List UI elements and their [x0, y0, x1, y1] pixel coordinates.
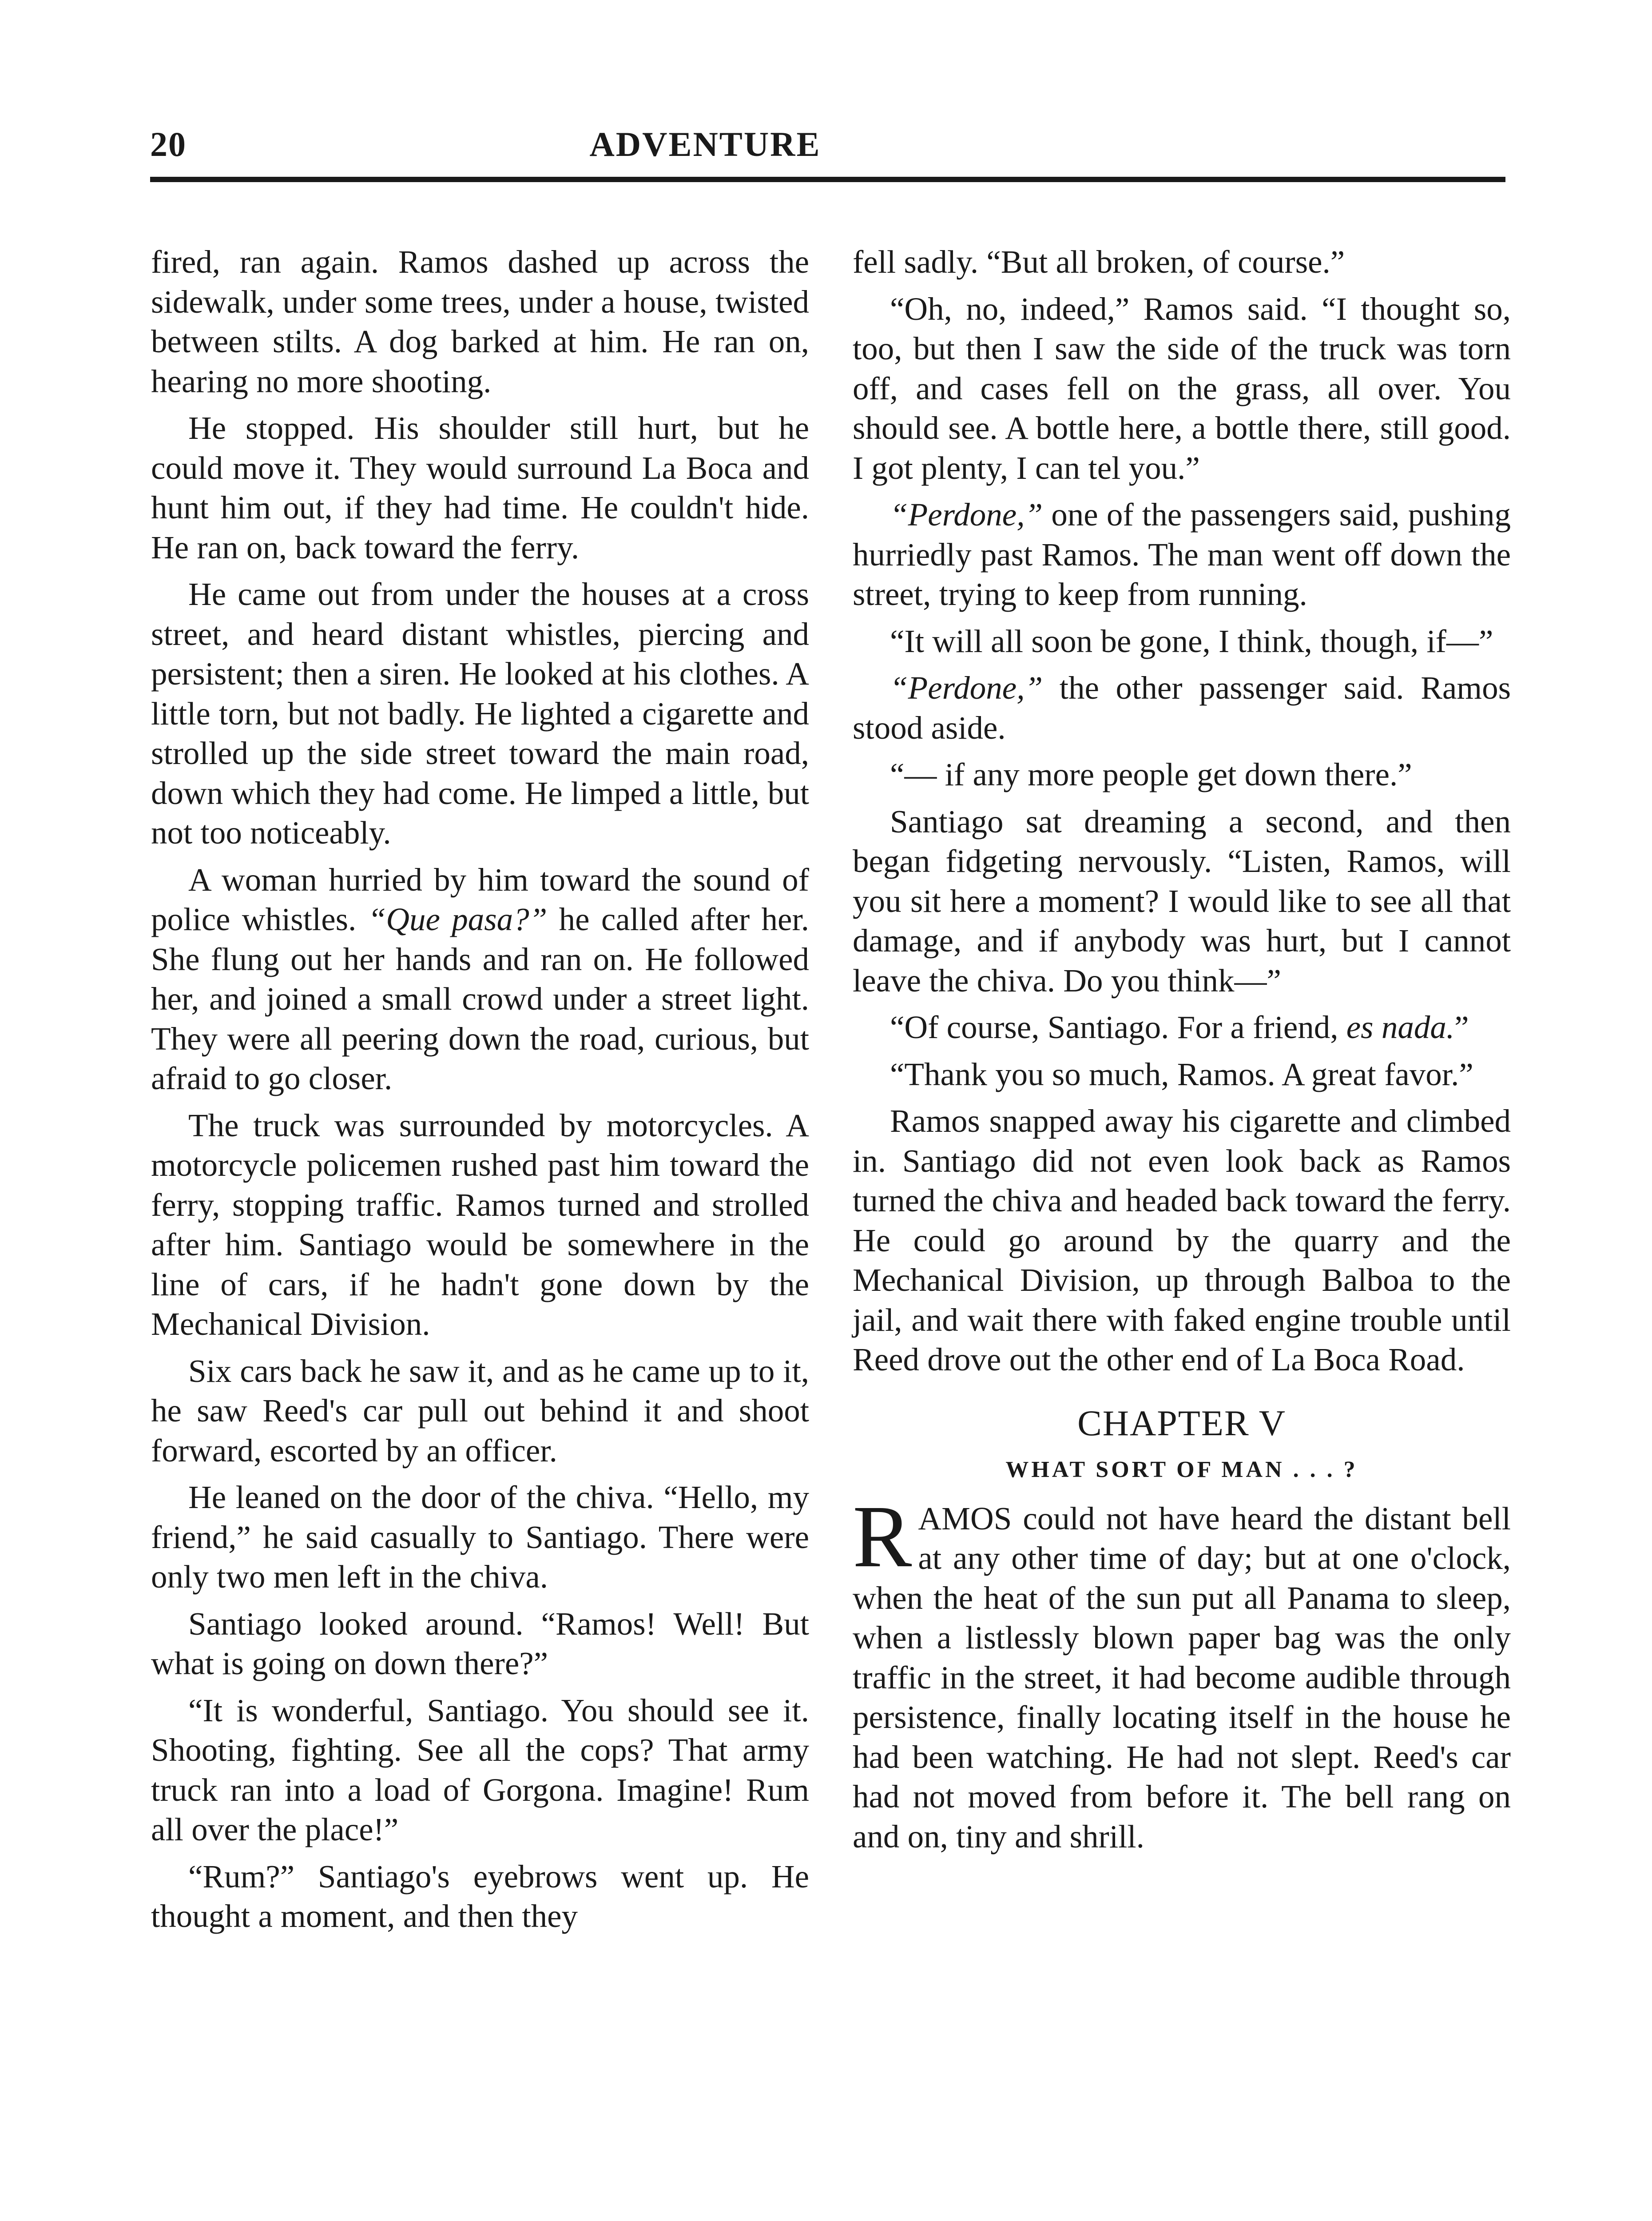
paragraph: fell sadly. “But all broken, of course.” — [853, 244, 1345, 280]
paragraph: Six cars back he saw it, and as he came up to it, he saw Reed's car pull out behind it and shoot forward, escorted by an officer. — [151, 1353, 809, 1469]
paragraph: “— if any more people get down there.” — [890, 756, 1412, 792]
paragraph-italic: es nada. — [1346, 1009, 1455, 1045]
right-column — [853, 242, 1511, 1863]
chapter-subtitle: WHAT SORT OF MAN . . . ? — [1005, 1457, 1358, 1482]
paragraph: “It is wonderful, Santiago. You should see it. Shooting, fighting. See all the cops? That army truck ran into a load of Gorgona. Imagine! Rum all over the place!” — [151, 1692, 809, 1847]
paragraph: “Rum?” Santiago's eyebrows went up. He thought a moment, and then they — [151, 1858, 809, 1934]
paragraph-text: ” — [1454, 1009, 1469, 1045]
chapter-heading: CHAPTER V — [1077, 1402, 1286, 1443]
page-header — [150, 119, 1505, 181]
paragraph — [853, 495, 1511, 614]
paragraph — [151, 860, 809, 1099]
paragraph: “It will all soon be gone, I think, though, if—” — [890, 623, 1493, 659]
paragraph: He leaned on the door of the chiva. “Hello, my friend,” he said casually to Santiago. There were only two men left in the chiva. — [151, 1479, 809, 1595]
magazine-title: ADVENTURE — [589, 125, 821, 163]
left-column — [151, 242, 809, 1943]
paragraph-text: A woman hurried by him toward the sound of police whistles. — [151, 861, 809, 937]
chapter-opening-paragraph — [853, 1487, 1511, 1857]
paragraph: “Thank you so much, Ramos. A great favor.” — [890, 1056, 1473, 1092]
page-number: 20 — [150, 125, 187, 163]
paragraph: He came out from under the houses at a cross street, and heard distant whistles, piercing and persistent; then a siren. He looked at his clothes. A little torn, but not badly. He lighted a cigarette and strolled up the side street toward the main road, down which they had come. He limped a little, but not too noticeably. — [151, 576, 809, 851]
paragraph: “Oh, no, indeed,” Ramos said. “I thought so, too, but then I saw the side of the truck was torn off, and cases fell on the grass, all over. You should see. A bottle here, a bottle there, still good. I got plenty, I can tel you.” — [853, 291, 1511, 486]
paragraph-text: “Of course, Santiago. For a friend, — [890, 1009, 1346, 1045]
paragraph: Ramos snapped away his cigarette and climbed in. Santiago did not even look back as Ramos turned the chiva and headed back toward the ferry. He could go around by the quarry and the Mechanical Division, up through Balboa to the jail, and wait there with faked engine trouble until Reed drove out the other end of La Boca Road. — [853, 1103, 1511, 1377]
paragraph-text: he called after her. She flung out her hands and ran on. He followed her, and joined a small crowd under a street light. They were all peering down the road, curious, but afraid to go closer. — [151, 901, 809, 1096]
paragraph-italic: “Perdone,” — [890, 670, 1043, 706]
paragraph-text: one of the passengers said, pushing hurriedly past Ramos. The man went off down the street, trying to keep from running. — [853, 497, 1511, 612]
paragraph — [853, 1007, 1511, 1047]
paragraph-text: AMOS could not have heard the distant bell at any other time of day; but at one o'clock, when the heat of the sun put all Panama to sleep, when a listlessly blown paper bag was the only traffic in the street, it had become audible through persistence, finally locating itself in the house he had been watching. He had not slept. Reed's car had not moved from before it. The bell rang on and on, tiny and shrill. — [853, 1500, 1511, 1855]
drop-cap: R — [853, 1487, 912, 1586]
paragraph — [853, 668, 1511, 748]
header-rule — [150, 177, 1505, 182]
paragraph: fired, ran again. Ramos dashed up across the sidewalk, under some trees, under a house, twisted between stilts. A dog barked at him. He ran on, hearing no more shooting. — [151, 244, 809, 399]
paragraph-text: the other passenger said. Ramos stood aside. — [853, 670, 1511, 746]
paragraph-italic: “Que pasa?” — [368, 901, 548, 937]
paragraph: Santiago looked around. “Ramos! Well! But what is going on down there?” — [151, 1605, 809, 1681]
paragraph: He stopped. His shoulder still hurt, but he could move it. They would surround La Boca and hunt him out, if they had time. He couldn't hide. He ran on, back toward the ferry. — [151, 410, 809, 565]
paragraph-italic: “Perdone,” — [890, 497, 1043, 533]
paragraph: The truck was surrounded by motorcycles. A motorcycle policemen rushed past him toward the ferry, stopping traffic. Ramos turned and strolled after him. Santiago would be somewhere in the line of cars, if he hadn't gone down by the Mechanical Division. — [151, 1107, 809, 1342]
paragraph: Santiago sat dreaming a second, and then began fidgeting nervously. “Listen, Ramos, will you sit here a moment? I would like to see all that damage, and if anybody was hurt, but I cannot leave the chiva. Do you think—” — [853, 803, 1511, 999]
